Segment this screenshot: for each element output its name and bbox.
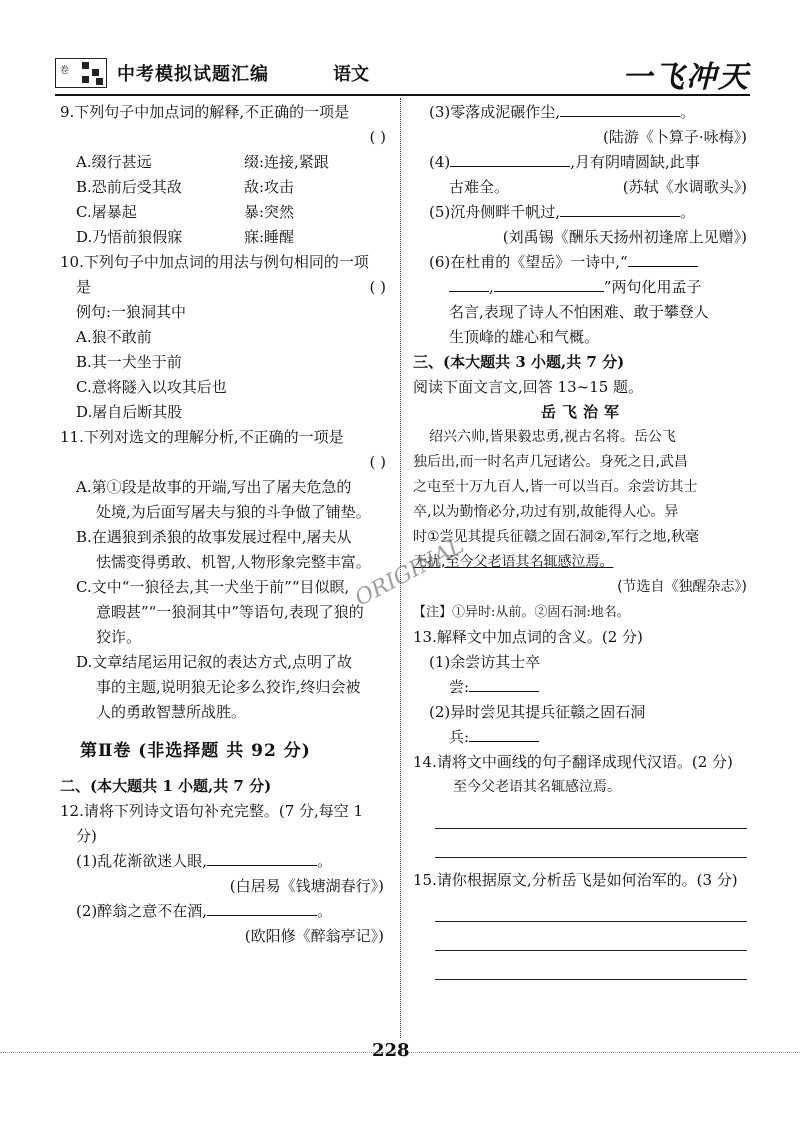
reading-intro: 阅读下面文言文,回答 13~15 题。 xyxy=(413,378,644,396)
q10-option-a: A.狼不敢前 xyxy=(76,328,152,346)
q11-option-d: D.文章结尾运用记叙的表达方式,点明了故 xyxy=(76,653,353,671)
q12-source-2: (欧阳修《醉翁亭记》) xyxy=(244,927,384,945)
q11-option-c: C.文中“一狼径去,其一犬坐于前”“目似瞑, xyxy=(76,578,350,596)
q12-blank-2[interactable] xyxy=(207,899,317,916)
q12-item-4: (4) ,月有阴晴圆缺,此事 xyxy=(413,150,753,175)
q10-option-d: D.屠自后断其股 xyxy=(76,403,183,421)
passage-note: 【注】①异时:从前。②固石洞:地名。 xyxy=(413,605,630,620)
q12-item-2: (2)醉翁之意不在酒, 。 xyxy=(60,899,390,924)
q12-item-6: (6)在杜甫的《望岳》一诗中,“ xyxy=(413,250,753,275)
q12-blank-1[interactable] xyxy=(207,849,317,866)
q12-blank-4[interactable] xyxy=(450,150,570,167)
page-header xyxy=(55,52,750,95)
q9-option-c: C.屠暴起 暴:突然 xyxy=(76,203,295,221)
brand-title: 一飞冲天 xyxy=(622,60,750,95)
q10-example: 例句:一狼洞其中 xyxy=(76,303,187,321)
q9-stem: 9.下列句子中加点词的解释,不正确的一项是 xyxy=(60,103,350,121)
passage-line: 卒,以为勤惰必分,功过有别,故能得人心。异 xyxy=(413,504,679,520)
q9-option-b: B.恐前后受其敌 敌:攻击 xyxy=(76,178,295,196)
q12-item-6-cont: , ”两句化用孟子 xyxy=(413,275,753,300)
watermark: ORIGINAL xyxy=(351,533,469,612)
section-2-heading: 二、(本大题共 1 小题,共 7 分) xyxy=(60,777,272,795)
q11-option-d-cont: 事的主题,说明狼无论多么狡诈,终归会被 xyxy=(96,678,361,696)
logo-text: 卷 xyxy=(60,66,70,76)
q9-option-d: D.乃悟前狼假寐 寐:睡醒 xyxy=(76,228,295,246)
q12-source-1: (白居易《钱塘湖春行》) xyxy=(229,877,384,895)
q11-stem: 11.下列对选文的理解分析,不正确的一项是 xyxy=(60,428,344,446)
q10-option-b: B.其一犬坐于前 xyxy=(76,353,182,371)
q11-option-a-cont: 处境,为后面写屠夫与狼的斗争做了铺垫。 xyxy=(96,503,371,521)
q13-answer-1: 尝: xyxy=(413,675,753,700)
q10-stem: 10.下列句子中加点词的用法与例句相同的一项 xyxy=(60,253,369,271)
q12-source-4: (苏轼《水调歌头》) xyxy=(622,178,747,196)
q11-option-d-cont2: 人的勇敢智慧所战胜。 xyxy=(96,703,247,721)
q12-stem: 12.请将下列诗文语句补充完整。(7 分,每空 1 xyxy=(60,802,364,820)
q11-option-a: A.第①段是故事的开端,写出了屠夫危急的 xyxy=(76,478,352,496)
page-number: 228 xyxy=(372,1040,410,1061)
q12-blank-5[interactable] xyxy=(560,200,680,217)
q12-blank-6b[interactable] xyxy=(449,275,489,292)
passage-line: 独后出,而一时名声几冠诸公。身死之日,武昌 xyxy=(413,454,688,470)
subject-title: 语文 xyxy=(333,64,369,85)
q12-item-6-cont3: 生顶峰的雄心和气概。 xyxy=(449,328,600,346)
q11-option-b-cont: 怯懦变得勇敢、机智,人物形象完整丰富。 xyxy=(96,553,371,571)
q13-item-1: (1)余尝访其士卒 xyxy=(429,653,541,671)
q13-blank-1[interactable] xyxy=(469,675,539,692)
series-logo xyxy=(55,58,107,88)
passage-line: 时①尝见其提兵征赣之固石洞②,军行之地,秋毫 xyxy=(413,529,700,545)
q12-blank-6a[interactable] xyxy=(628,250,698,267)
q9-option-a: A.缀行甚远 缀:连接,紧跟 xyxy=(76,153,329,171)
q12-blank-6c[interactable] xyxy=(494,275,604,292)
q12-item-3: (3)零落成泥碾作尘, 。 xyxy=(413,100,753,125)
q12-item-1: (1)乱花渐欲迷人眼, 。 xyxy=(60,849,390,874)
header-rule xyxy=(55,94,750,96)
passage-line-underlined: 无扰,至今父老语其名辄感泣焉。 xyxy=(413,554,614,570)
q10-option-c: C.意将隧入以攻其后也 xyxy=(76,378,227,396)
q15-answer-line[interactable] xyxy=(435,922,747,951)
q12-stem-cont: 分) xyxy=(76,827,97,845)
q12-source-3: (陆游《卜算子·咏梅》) xyxy=(603,128,747,146)
q11-option-b: B.在遇狼到杀狼的故事发展过程中,屠夫从 xyxy=(76,528,352,546)
q13-item-2: (2)异时尝见其提兵征赣之固石洞 xyxy=(429,703,646,721)
q12-blank-3[interactable] xyxy=(560,100,680,117)
q15-answer-line[interactable] xyxy=(435,951,747,980)
passage-line: 之屯至十万九百人,皆一可以当百。余尝访其士 xyxy=(413,479,698,495)
q12-item-4-cont: 古难全。 (苏轼《水调歌头》) xyxy=(413,175,753,200)
q11-answer-paren[interactable]: ( ) xyxy=(369,453,386,471)
series-title: 中考模拟试题汇编 xyxy=(117,64,269,85)
q13-answer-2: 兵: xyxy=(413,725,753,750)
passage-line: 绍兴六帅,皆果毅忠勇,视古名将。岳公飞 xyxy=(429,429,676,445)
left-column xyxy=(60,100,390,949)
q12-item-5: (5)沉舟侧畔千帆过, 。 xyxy=(413,200,753,225)
q14-answer-line[interactable] xyxy=(435,829,747,858)
q11-option-c-cont: 意暇甚”“一狼洞其中”等语句,表现了狼的 xyxy=(96,603,364,621)
volume-2-heading: 第Ⅱ卷 (非选择题 共 92 分) xyxy=(80,741,311,761)
q14-answer-line[interactable] xyxy=(435,800,747,829)
q12-item-6-cont2: 名言,表现了诗人不怕困难、敢于攀登人 xyxy=(449,303,709,321)
q12-source-5: (刘禹锡《酬乐天扬州初逢席上见赠》) xyxy=(502,228,747,246)
passage-source: (节选自《独醒杂志》) xyxy=(617,579,747,595)
section-3-heading: 三、(本大题共 3 小题,共 7 分) xyxy=(413,353,625,371)
q11-option-c-cont2: 狡诈。 xyxy=(96,628,142,646)
q9-answer-paren[interactable]: ( ) xyxy=(369,128,386,146)
q10-answer-paren[interactable]: ( ) xyxy=(369,278,386,296)
q15-stem: 15.请你根据原文,分析岳飞是如何治军的。(3 分) xyxy=(413,871,738,889)
q13-stem: 13.解释文中加点词的含义。(2 分) xyxy=(413,628,643,646)
passage-title: 岳飞治军 xyxy=(540,403,625,421)
q15-answer-line[interactable] xyxy=(435,893,747,922)
q14-sentence: 至今父老语其名辄感泣焉。 xyxy=(453,779,621,795)
right-column xyxy=(413,100,753,980)
q10-stem-cont: 是 xyxy=(76,278,92,296)
q13-blank-2[interactable] xyxy=(469,725,539,742)
q14-stem: 14.请将文中画线的句子翻译成现代汉语。(2 分) xyxy=(413,753,733,771)
